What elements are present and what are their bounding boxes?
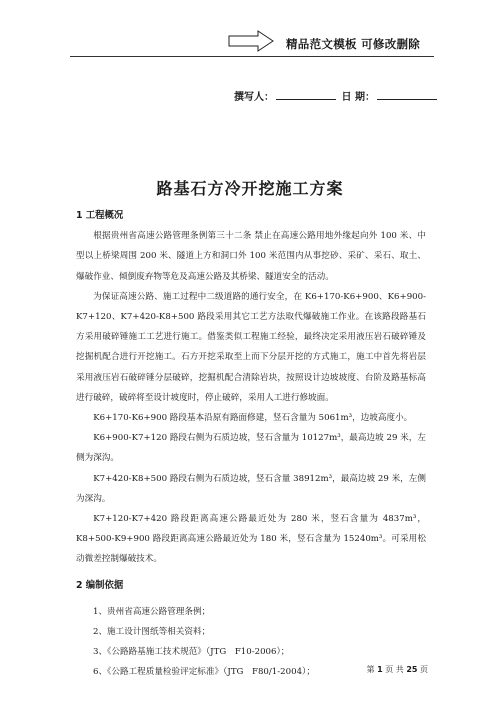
footer-suffix: 页 bbox=[420, 665, 428, 674]
arrow-icon bbox=[228, 30, 274, 52]
footer-prefix: 第 bbox=[366, 665, 375, 674]
section-heading: 1 工程概况 bbox=[76, 210, 124, 221]
page-number: 1 bbox=[377, 665, 383, 674]
page-footer bbox=[367, 664, 428, 675]
writer-blank bbox=[276, 89, 336, 100]
date-label: 日 期： bbox=[341, 92, 375, 103]
writer-date-line bbox=[234, 88, 439, 103]
list-item: 6、《公路工程质量检验评定标准》（JTG F80/1-2004）； bbox=[93, 667, 315, 678]
paragraph: K6+900-K7+120 路段右侧为石质边坡，竖石含量为 10127m³，最高边坡 29 米，左侧为深沟。 bbox=[76, 433, 426, 464]
footer-middle: 页 共 bbox=[385, 665, 404, 674]
date-blank bbox=[377, 89, 437, 100]
total-pages: 25 bbox=[406, 665, 418, 674]
document-body bbox=[76, 206, 426, 683]
list-item: 1、贵州省高速公路管理条例； bbox=[93, 606, 211, 617]
writer-label: 撰写人： bbox=[234, 92, 274, 103]
header-label: 精品范文模板 可修改删除 bbox=[286, 37, 421, 51]
header-divider bbox=[70, 56, 434, 57]
section-heading: 2 编制依据 bbox=[76, 579, 124, 591]
paragraph: 根据贵州省高速公路管理条例第三十二条 禁止在高速公路用地外缘起向外 100 米、中型以上桥梁周围 200 米、隧道上方和洞口外 100 米范围内从事挖砂、采矿、采石、取土、爆破作业、倾倒废弃物等危及高速公路及其桥梁、隧道安全的活动。 bbox=[76, 231, 426, 282]
paragraph: 为保证高速公路、施工过程中二级道路的通行安全，在 K6+170-K6+900、K6+900-K7+120、K7+420-K8+500 路段采用其它工艺方法取代爆破施工作业。在该路段路基石方采用破碎锤施工工艺进行施工。借鉴类似工程施工经验，最终决定采用液压岩石破碎锤及挖掘机配合进行开挖施工。石方开挖采取至上而下分层开挖的方式施工，施工中首先将岩层采用液压岩石破碎锤分层破碎，挖掘机配合清除岩块，按照设计边坡坡度、台阶及路基标高进行破碎，破碎将至设计坡度时，停止破碎，采用人工进行修坡面。 bbox=[76, 291, 426, 403]
paragraph: K7+420-K8+500 路段右侧为石质边坡，竖石含量 38912m³，最高边坡 29 米，左侧为深沟。 bbox=[76, 473, 426, 504]
document-title: 路基石方冷开挖施工方案 bbox=[156, 179, 344, 198]
paragraph: K6+170-K6+900 路段基本沿原有路面修建，竖石含量为 5061m³，边坡高度小。 bbox=[93, 413, 413, 424]
list-item: 3、《公路路基施工技术规范》（JTG F10-2006）； bbox=[93, 647, 290, 658]
list-item: 2、施工设计图纸等相关资料； bbox=[93, 627, 211, 638]
paragraph: K7+120-K7+420 路段距离高速公路最近处为 280 米，竖石含量为 4837m³，K8+500-K9+900 路段距离高速公路最近处为 180 米，竖石含量为 15240m³。可采用松动微差控制爆破技术。 bbox=[76, 514, 426, 565]
